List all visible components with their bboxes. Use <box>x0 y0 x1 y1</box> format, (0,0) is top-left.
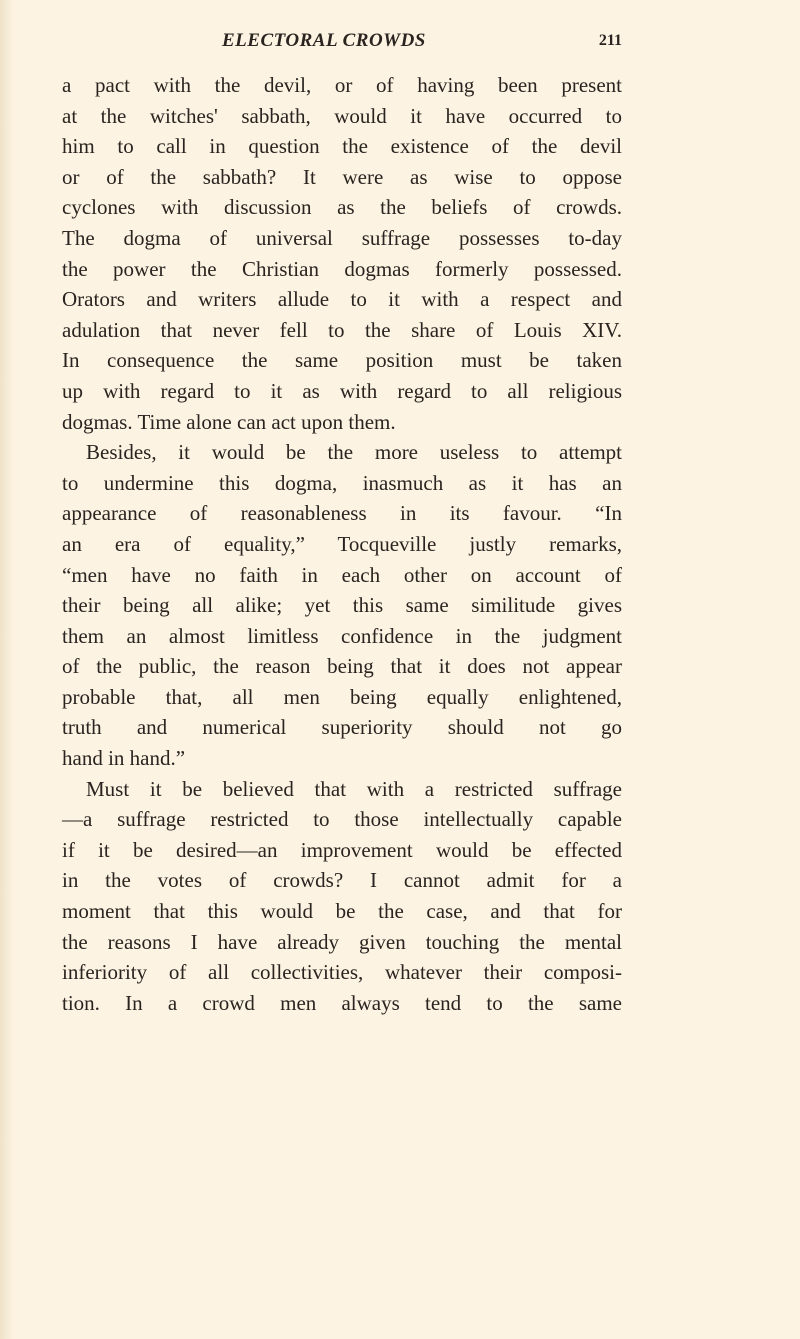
text-line: Must it be believed that with a restricted suffrage <box>86 776 622 801</box>
text-line: moment that this would be the case, and that for <box>62 899 622 924</box>
text-line: Besides, it would be the more useless to attempt <box>86 440 622 465</box>
text-line: their being all alike; yet this same similitude gives <box>62 593 622 618</box>
text-line: the power the Christian dogmas formerly possessed. <box>62 256 622 281</box>
text-line: inferiority of all collectivities, whatever their composi- <box>62 960 622 985</box>
text-line: them an almost limitless confidence in the judgment <box>62 623 622 648</box>
text-line: a pact with the devil, or of having been present <box>62 73 622 97</box>
text-line: hand in hand.” <box>62 746 186 771</box>
text-line: “men have no faith in each other on account of <box>62 562 622 587</box>
text-line: —a suffrage restricted to those intellectually capable <box>62 807 622 832</box>
running-title: ELECTORAL CROWDS <box>222 30 426 51</box>
text-line: In consequence the same position must be taken <box>62 348 622 373</box>
text-line: him to call in question the existence of the devil <box>62 134 622 159</box>
text-line: at the witches' sabbath, would it have occurred to <box>62 103 622 128</box>
text-line: adulation that never fell to the share of Louis XIV. <box>62 317 622 342</box>
text-line: if it be desired—an improvement would be effected <box>62 837 622 862</box>
running-header <box>222 30 622 56</box>
text-line: tion. In a crowd men always tend to the same <box>62 990 622 1015</box>
text-line: probable that, all men being equally enlightened, <box>62 684 622 709</box>
text-line: the reasons I have already given touching the mental <box>62 929 622 954</box>
text-line: of the public, the reason being that it does not appear <box>62 654 622 679</box>
text-line: up with regard to it as with regard to all religious <box>62 378 622 403</box>
page-edge-shadow <box>0 0 14 1339</box>
text-line: The dogma of universal suffrage possesses to-day <box>62 225 622 250</box>
body-text <box>62 70 622 1018</box>
page-number: 211 <box>598 32 622 49</box>
text-line: Orators and writers allude to it with a respect and <box>62 287 622 312</box>
text-line: an era of equality,” Tocqueville justly remarks, <box>62 531 622 556</box>
text-line: truth and numerical superiority should not go <box>62 715 622 740</box>
text-line: cyclones with discussion as the beliefs of crowds. <box>62 195 622 220</box>
text-line: to undermine this dogma, inasmuch as it has an <box>62 470 622 495</box>
text-line: dogmas. Time alone can act upon them. <box>62 409 396 434</box>
text-line: appearance of reasonableness in its favour. “In <box>62 501 622 526</box>
text-line: or of the sabbath? It were as wise to oppose <box>62 164 622 189</box>
text-line: in the votes of crowds? I cannot admit for a <box>62 868 622 893</box>
